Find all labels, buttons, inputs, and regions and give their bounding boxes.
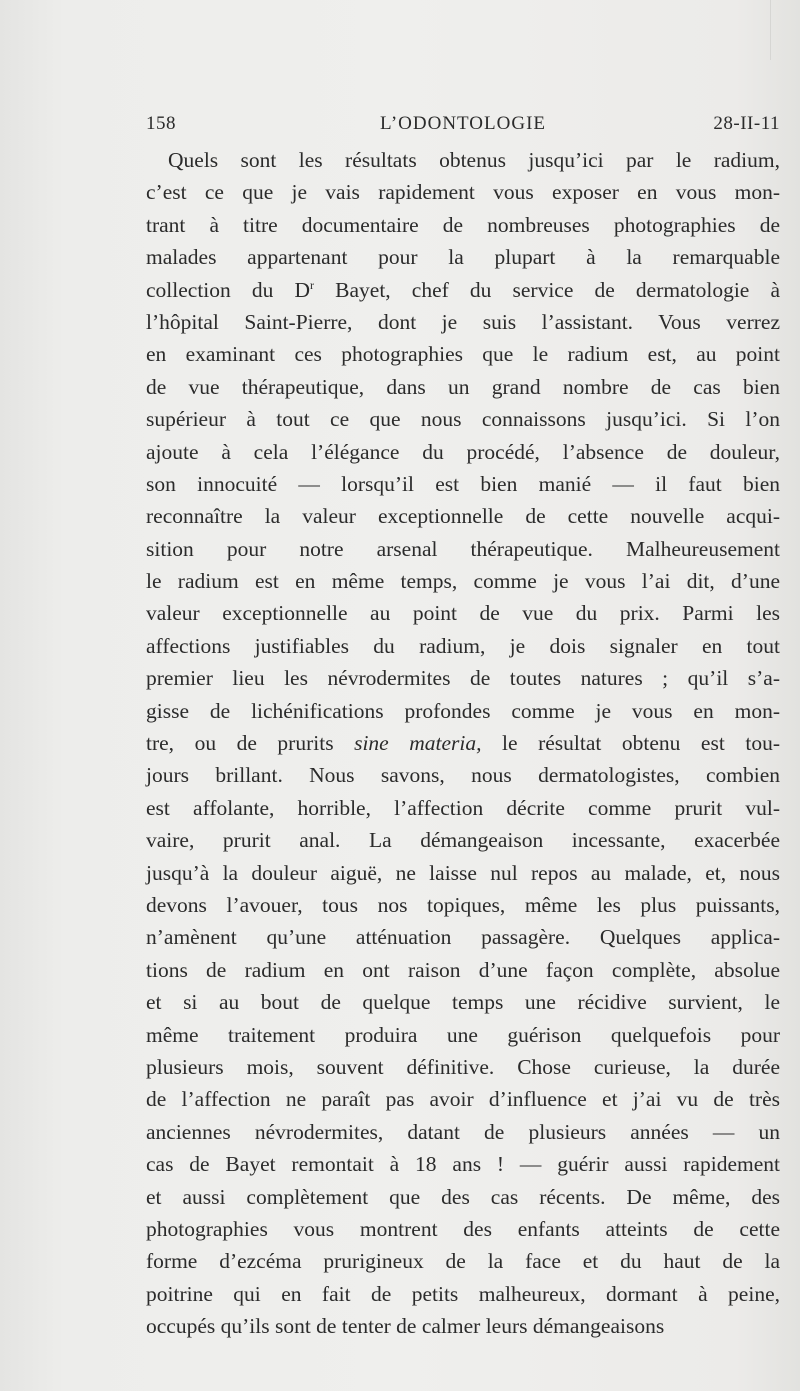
text-line: devons l’avouer, tous nos topiques, même les plus puissants, (146, 892, 780, 917)
text-line: anciennes névrodermites, datant de plusieurs années — un (146, 1119, 780, 1144)
text-line: jusqu’à la douleur aiguë, ne laisse nul repos au malade, et, nous (146, 860, 780, 885)
text-line: reconnaître la valeur exceptionnelle de cette nouvelle acqui- (146, 504, 780, 529)
text-line: le radium est en même temps, comme je vous l’ai dit, d’une (146, 569, 780, 594)
text-line: malades appartenant pour la plupart à la remarquable (146, 245, 780, 270)
page-edge-mark (770, 0, 771, 60)
text-line: forme d’ezcéma prurigineux de la face et du haut de la (146, 1249, 780, 1274)
superscript-r: r (310, 277, 315, 292)
italic-phrase: sine materia, (354, 731, 482, 756)
text-line (146, 274, 780, 306)
text-line: plusieurs mois, souvent définitive. Chose curieuse, la durée (146, 1054, 780, 1079)
text-line: supérieur à tout ce que nous connaissons jusqu’ici. Si l’on (146, 407, 780, 432)
text-line: sition pour notre arsenal thérapeutique. Malheureusement (146, 536, 780, 561)
text-line: photographies vous montrent des enfants atteints de cette (146, 1216, 780, 1241)
text-line: n’amènent qu’une atténuation passagère. Quelques applica- (146, 925, 780, 950)
text-line: premier lieu les névrodermites de toutes natures ; qu’il s’a- (146, 666, 780, 691)
body-text (146, 144, 780, 1342)
text-line: Quels sont les résultats obtenus jusqu’ici par le radium, (168, 148, 780, 172)
text-line: jours brillant. Nous savons, nous dermatologistes, combien (146, 763, 780, 788)
text-segment: collection du D (146, 277, 311, 302)
text-line: est affolante, horrible, l’affection décrite comme prurit vul- (146, 795, 780, 820)
text-line: affections justifiables du radium, je dois signaler en tout (146, 633, 780, 658)
text-line: cas de Bayet remontait à 18 ans ! — guérir aussi rapidement (146, 1152, 780, 1177)
page-number: 158 (146, 113, 176, 134)
issue-date: 28-II-11 (713, 113, 780, 134)
text-line (146, 727, 780, 759)
journal-title: L’ODONTOLOGIE (379, 113, 547, 134)
text-line: tions de radium en ont raison d’une façon complète, absolue (146, 957, 780, 982)
text-line: son innocuité — lorsqu’il est bien manié — il faut bien (146, 471, 780, 496)
text-line: c’est ce que je vais rapidement vous exposer en vous mon- (146, 180, 780, 205)
text-line: valeur exceptionnelle au point de vue du prix. Parmi les (146, 601, 780, 626)
text-line: et aussi complètement que des cas récents. De même, des (146, 1184, 780, 1209)
text-line: en examinant ces photographies que le radium est, au point (146, 342, 780, 367)
text-segment: tre, ou de prurits (146, 731, 355, 756)
text-segment: le résultat obtenu est tou- (481, 731, 780, 756)
text-line: et si au bout de quelque temps une récidive survient, le (146, 990, 780, 1015)
text-line: l’hôpital Saint-Pierre, dont je suis l’assistant. Vous verrez (146, 309, 780, 334)
running-header (146, 113, 780, 139)
text-line: de vue thérapeutique, dans un grand nombre de cas bien (146, 374, 780, 399)
text-segment: Bayet, chef du service de dermatologie à (314, 277, 780, 302)
text-line: vaire, prurit anal. La démangeaison incessante, exacerbée (146, 828, 780, 853)
text-line: occupés qu’ils sont de tenter de calmer leurs démangeaisons (146, 1314, 665, 1339)
text-line: même traitement produira une guérison quelquefois pour (146, 1022, 780, 1047)
text-line: ajoute à cela l’élégance du procédé, l’absence de douleur, (146, 439, 780, 464)
text-line: gisse de lichénifications profondes comme je vous en mon- (146, 698, 780, 723)
text-line: de l’affection ne paraît pas avoir d’influence et j’ai vu de très (146, 1087, 780, 1112)
text-line: poitrine qui en fait de petits malheureux, dormant à peine, (146, 1281, 780, 1306)
text-line: trant à titre documentaire de nombreuses photographies de (146, 212, 780, 237)
